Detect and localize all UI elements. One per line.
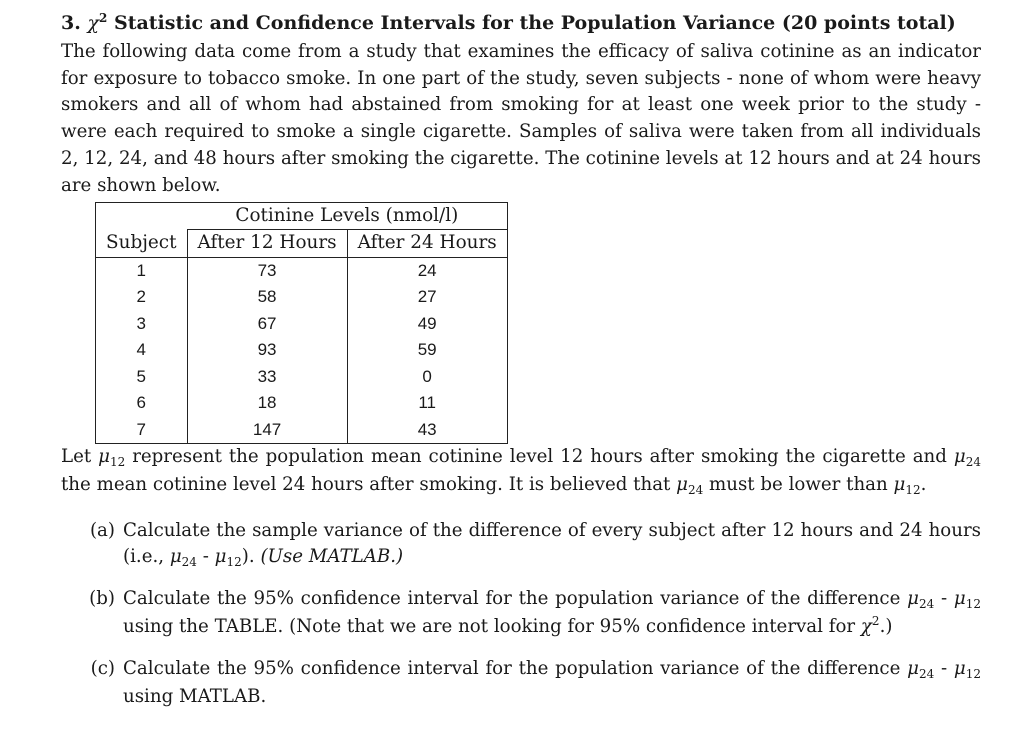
part-b (61, 586, 981, 642)
h12-cell: 33 (187, 364, 347, 391)
mu-symbol: μ (893, 473, 906, 495)
mu-symbol: μ (953, 657, 966, 679)
table-row (96, 284, 508, 311)
mu-symbol: μ (98, 446, 110, 468)
subscript: 12 (905, 482, 921, 497)
subscript: 24 (918, 666, 935, 681)
subscript: 24 (687, 482, 704, 497)
subject-cell: 3 (96, 311, 188, 338)
subscript: 12 (965, 597, 981, 612)
mu-symbol: μ (907, 657, 919, 679)
minus-symbol: - (934, 657, 954, 679)
minus-symbol: - (934, 588, 954, 610)
h12-cell: 67 (187, 311, 347, 338)
table-row (96, 337, 508, 364)
subject-cell: 4 (96, 337, 188, 364)
problem-page (61, 10, 981, 710)
h12-cell: 73 (187, 257, 347, 284)
superscript: 2 (871, 614, 880, 629)
subscript: 12 (226, 555, 242, 570)
problem-title (61, 10, 981, 39)
use-matlab-note: (Use MATLAB.) (260, 546, 404, 568)
subject-cell: 5 (96, 364, 188, 391)
group-header: Cotinine Levels (nmol/l) (187, 202, 507, 230)
part-a-label: (a) (89, 519, 115, 541)
mu-symbol: μ (953, 588, 966, 610)
text-run: must be lower than (703, 473, 894, 495)
h12-cell: 18 (187, 390, 347, 417)
table-group-header-row (96, 202, 508, 230)
problem-number: 3. (61, 12, 81, 34)
h24-cell: 59 (347, 337, 507, 364)
subscript: 12 (965, 666, 981, 681)
subject-cell: 2 (96, 284, 188, 311)
title-text: Statistic and Confidence Intervals for the Population Variance (20 points total) (113, 12, 956, 34)
minus-symbol: - (196, 546, 215, 568)
intro-paragraph: The following data come from a study that examines the efficacy of saliva cotinine as an indicator for exposure to tobacco smoke. In one part of the study, seven subjects - none of whom were heavy smokers and all of whom had abstained from smoking for at least one week prior to the study - were each required to smoke a single cigarette. Samples of saliva were taken from all individuals 2, 12, 24, and 48 hours after smoking the cigarette. The cotinine levels at 12 hours and at 24 hours are shown below. (61, 40, 981, 196)
chi-symbol: χ (87, 12, 99, 34)
h24-cell: 27 (347, 284, 507, 311)
part-c-text (115, 656, 981, 711)
mu-symbol: μ (676, 473, 688, 495)
part-b-label: (b) (89, 588, 115, 610)
text-run: using MATLAB. (123, 685, 267, 707)
part-a (61, 518, 981, 573)
text-run: Let (61, 446, 99, 468)
text-run: the mean cotinine level 24 hours after smoking. It is believed that (61, 473, 677, 495)
text-run: Calculate the sample variance of the difference of every subject after 12 hours and 24 hours (i.e., (123, 519, 981, 568)
subject-cell: 1 (96, 257, 188, 284)
text-run: ). (241, 546, 255, 568)
text-run: .) (879, 616, 893, 638)
h12-cell: 147 (187, 417, 347, 444)
after-table-paragraph (61, 444, 981, 500)
table-row (96, 257, 508, 284)
col-24h-header: After 24 Hours (347, 230, 507, 258)
table-corner (96, 202, 188, 230)
col-12h-header: After 12 Hours (187, 230, 347, 258)
mu-symbol: μ (169, 546, 182, 568)
subject-cell: 7 (96, 417, 188, 444)
part-b-text (115, 586, 981, 642)
chi-superscript: 2 (98, 11, 108, 25)
table-row (96, 311, 508, 338)
h12-cell: 58 (187, 284, 347, 311)
h24-cell: 43 (347, 417, 507, 444)
table-row (96, 364, 508, 391)
part-c-label: (c) (90, 657, 115, 679)
chi-symbol: χ (860, 616, 872, 638)
mu-symbol: μ (907, 588, 919, 610)
h12-cell: 93 (187, 337, 347, 364)
table-row (96, 417, 508, 444)
subscript: 24 (918, 597, 935, 612)
text-run: Calculate the 95% confidence interval for the population variance of the difference (123, 657, 908, 679)
h24-cell: 0 (347, 364, 507, 391)
h24-cell: 24 (347, 257, 507, 284)
part-a-text (115, 518, 981, 573)
subject-cell: 6 (96, 390, 188, 417)
mu-symbol: μ (953, 446, 966, 468)
table-row (96, 390, 508, 417)
subscript: 24 (181, 555, 197, 570)
h24-cell: 11 (347, 390, 507, 417)
subscript: 24 (965, 455, 981, 470)
text-run: Calculate the 95% confidence interval for the population variance of the difference (123, 588, 908, 610)
h24-cell: 49 (347, 311, 507, 338)
text-run: using the TABLE. (Note that we are not looking for 95% confidence interval for (123, 616, 861, 638)
table-header-row (96, 230, 508, 258)
col-subject-header: Subject (96, 230, 188, 258)
text-run: . (920, 473, 927, 495)
mu-symbol: μ (214, 546, 227, 568)
cotinine-table (95, 202, 508, 445)
part-c (61, 656, 981, 711)
subscript: 12 (109, 455, 126, 470)
text-run: represent the population mean cotinine level 12 hours after smoking the cigarette and (125, 446, 954, 468)
